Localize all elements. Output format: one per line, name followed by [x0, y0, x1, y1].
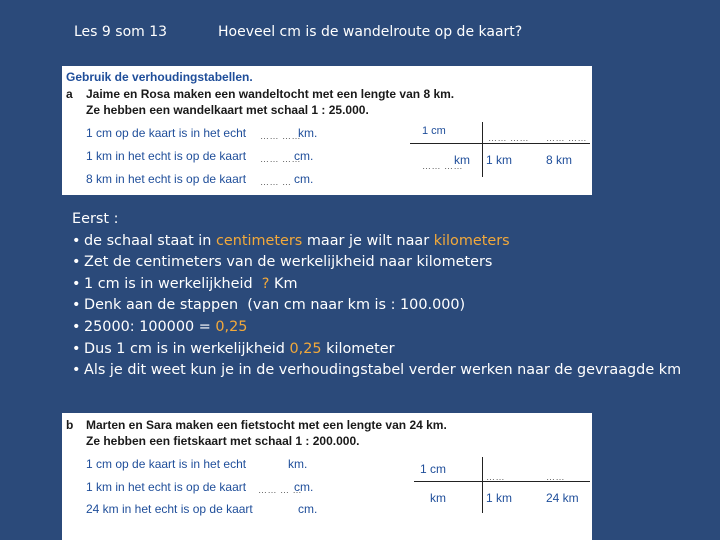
row-b2-prefix: 1 km in het echt is op de kaart — [86, 480, 247, 494]
ratio-table-a-vline — [482, 122, 483, 177]
exercise-b-line1: Marten en Sara maken een fietstocht met een lengte van 24 km. — [86, 418, 447, 432]
ratio-b-top-mid[interactable]: …… — [486, 472, 505, 482]
row-a3-prefix: 8 km in het echt is op de kaart — [86, 172, 247, 186]
ratio-b-bottom-right: 24 km — [546, 491, 579, 505]
exercise-letter-b: b — [66, 418, 74, 432]
row-a2-blank[interactable]: …… …… — [260, 154, 302, 164]
exercise-letter-a: a — [66, 87, 73, 101]
explanation-line-1 — [72, 231, 712, 253]
row-b3-prefix: 24 km in het echt is op de kaart — [86, 502, 253, 516]
row-a2-suffix: cm. — [294, 149, 314, 163]
explanation-line-5 — [72, 317, 712, 339]
row-a1-blank[interactable]: …… …… — [260, 131, 302, 141]
explanation-line-2 — [72, 252, 712, 274]
row-b1-suffix: km. — [288, 457, 308, 471]
line3-part-a: 1 cm is in werkelijkheid — [84, 275, 262, 292]
row-b2-blank[interactable]: …… … … — [258, 485, 303, 495]
ratio-b-top-left: 1 cm — [420, 462, 447, 476]
ratio-b-bottom-mid: 1 km — [486, 491, 513, 505]
ratio-table-b-vline — [482, 457, 483, 513]
ratio-a-top-mid[interactable]: …… …… — [488, 133, 530, 143]
row-a3-suffix: cm. — [294, 172, 314, 186]
bullet: • — [72, 362, 81, 379]
exercise-a-line2: Ze hebben een wandelkaart met schaal 1 : 25.000. — [86, 103, 369, 117]
explanation-intro: Eerst : — [72, 211, 119, 227]
line4-text: Denk aan de stappen (van cm naar km is : 100.000) — [84, 297, 466, 314]
ratio-a-bottom-right: 8 km — [546, 153, 573, 167]
ratio-a-bottom-mid: 1 km — [486, 153, 513, 167]
ratio-a-top-left: 1 cm — [422, 125, 446, 137]
exercise-a-line1: Jaime en Rosa maken een wandeltocht met een lengte van 8 km. — [86, 87, 455, 101]
explanation-block — [72, 209, 712, 382]
ratio-table-a-hline — [410, 143, 590, 144]
explanation-line-6 — [72, 339, 712, 361]
line7-text: Als je dit weet kun je in de verhoudingstabel verder werken naar de gevraagde km — [84, 362, 682, 379]
explanation-line-7 — [72, 360, 712, 382]
highlight-centimeters: centimeters — [216, 232, 303, 249]
bullet: • — [72, 275, 81, 292]
ratio-a-bottom-unit: km — [454, 153, 470, 167]
row-b1-prefix: 1 cm op de kaart is in het echt — [86, 457, 247, 471]
ratio-a-bottom-blank[interactable]: …… …… — [422, 161, 464, 171]
line6-part-a: Dus 1 cm is in werkelijkheid — [84, 340, 290, 357]
highlight-question-mark: ? — [261, 275, 270, 292]
exercise-b-card — [62, 413, 592, 540]
line6-part-c: kilometer — [321, 340, 395, 357]
line1-part-a: de schaal staat in — [84, 232, 216, 249]
row-a3-blank[interactable]: …… … — [260, 177, 292, 187]
highlight-kilometers: kilometers — [433, 232, 510, 249]
question-title: Hoeveel cm is de wandelroute op de kaart? — [218, 24, 523, 40]
exercise-a-card — [62, 66, 592, 195]
explanation-line-3 — [72, 274, 712, 296]
bullet: • — [72, 232, 81, 249]
row-b2-suffix: cm. — [294, 480, 314, 494]
bullet: • — [72, 340, 81, 357]
ratio-b-bottom-unit: km — [430, 491, 446, 505]
bullet: • — [72, 318, 81, 335]
explanation-line-4 — [72, 295, 712, 317]
line3-part-c: Km — [269, 275, 298, 292]
highlight-result: 0,25 — [215, 318, 248, 335]
bullet: • — [72, 297, 81, 314]
row-b3-suffix: cm. — [298, 502, 318, 516]
row-a1-prefix: 1 cm op de kaart is in het echt — [86, 126, 247, 140]
instruction-text: Gebruik de verhoudingstabellen. — [66, 70, 253, 84]
lesson-label: Les 9 som 13 — [74, 24, 168, 40]
bullet: • — [72, 254, 81, 271]
row-a2-prefix: 1 km in het echt is op de kaart — [86, 149, 247, 163]
ratio-b-top-right[interactable]: …… — [546, 472, 565, 482]
exercise-b-line2: Ze hebben een fietskaart met schaal 1 : 200.000. — [86, 434, 360, 448]
line5-part-a: 25000: 100000 = — [84, 318, 216, 335]
line2-text: Zet de centimeters van de werkelijkheid naar kilometers — [84, 254, 493, 271]
highlight-value: 0,25 — [289, 340, 322, 357]
ratio-a-top-right[interactable]: …… …… — [546, 133, 588, 143]
row-a1-suffix: km. — [298, 126, 318, 140]
line1-part-c: maar je wilt naar — [302, 232, 434, 249]
